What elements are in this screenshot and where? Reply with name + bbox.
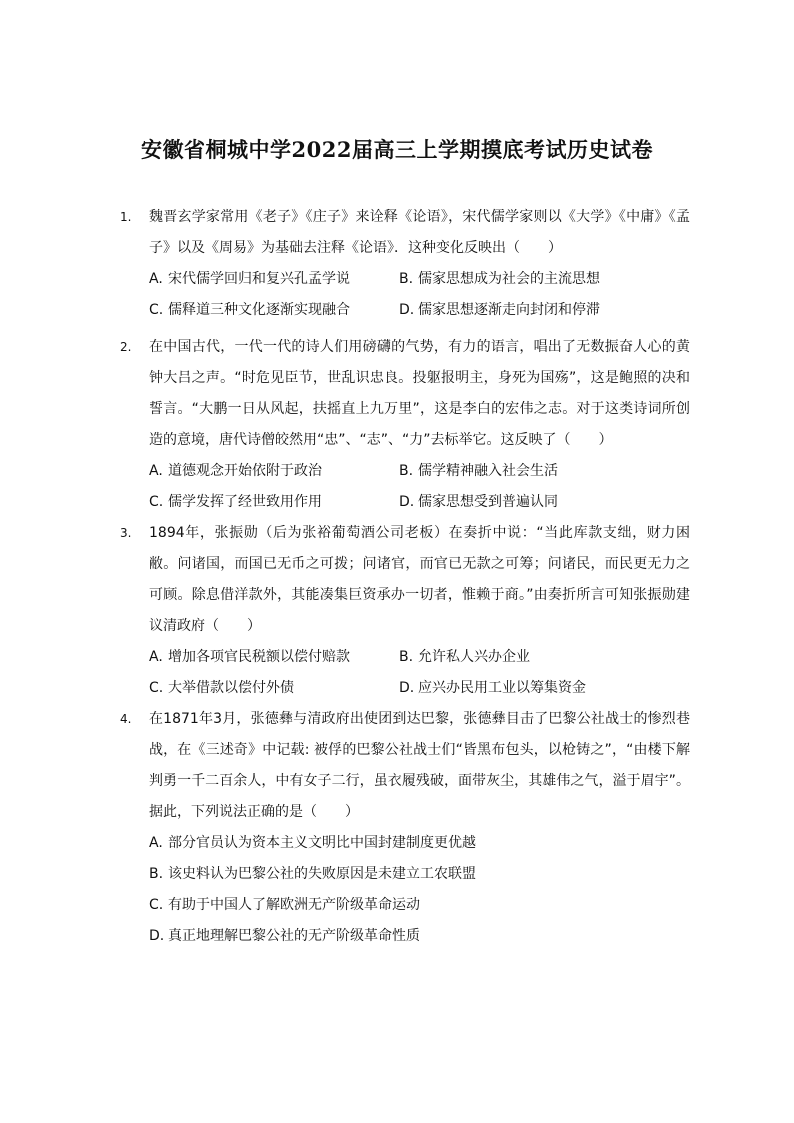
option-b	[399, 642, 689, 673]
option-text: 儒释道三种文化逐渐实现融合	[168, 302, 350, 318]
option-c	[149, 890, 690, 921]
question-2	[120, 332, 690, 518]
option-letter: B.	[399, 649, 414, 665]
option-text: 应兴办民用工业以筹集资金	[418, 680, 586, 696]
option-d	[149, 921, 690, 952]
option-text: 道德观念开始依附于政治	[168, 463, 322, 479]
option-b	[399, 264, 689, 295]
question-number: 4.	[120, 712, 132, 726]
option-letter: C.	[149, 680, 164, 696]
option-letter: C.	[149, 302, 164, 318]
option-text: 部分官员认为资本主义文明比中国封建制度更优越	[168, 835, 476, 851]
option-text: 儒家思想成为社会的主流思想	[418, 271, 600, 287]
question-stem: 在1871年3月，张德彝与清政府出使团到达巴黎，张德彝目击了巴黎公社战士的惨烈巷战，在《三述奇》中记载: 被俘的巴黎公社战士们“皆黑布包头，以枪铸之”，“由楼下解判勇一千二百余人，中有女子二行，虽衣履残破，面带灰尘，其雄伟之气，溢于眉宇”。据此，下列说法正确的是（ ）	[149, 711, 690, 820]
option-text: 儒学发挥了经世致用作用	[168, 494, 322, 510]
option-text: 增加各项官民税额以偿付赔款	[168, 649, 350, 665]
option-text: 有助于中国人了解欧洲无产阶级革命运动	[168, 897, 420, 913]
question-number: 3.	[120, 526, 132, 540]
option-list	[149, 264, 690, 326]
option-letter: C.	[149, 897, 164, 913]
page-title: 安徽省桐城中学2022届高三上学期摸底考试历史试卷	[141, 137, 653, 162]
option-c	[149, 487, 399, 518]
option-letter: D.	[149, 928, 165, 944]
question-stem: 1894年，张振勋（后为张裕葡萄酒公司老板）在奏折中说：“当此库款支绌，财力困敝。问诸国，而国已无币之可拨；问诸官，而官已无款之可筹；问诸民，而民更无力之可顾。除息借洋款外，其能凑集巨资承办一切者，惟赖于商。”由奏折所言可知张振勋建议清政府（ ）	[149, 525, 690, 634]
option-letter: D.	[399, 302, 415, 318]
option-letter: B.	[149, 866, 164, 882]
option-text: 允许私人兴办企业	[418, 649, 530, 665]
option-text: 儒学精神融入社会生活	[418, 463, 558, 479]
option-list	[149, 642, 690, 704]
question-stem: 魏晋玄学家常用《老子》《庄子》来诠释《论语》，宋代儒学家则以《大学》《中庸》《孟子》以及《周易》为基础去注释《论语》．这种变化反映出（ ）	[149, 209, 690, 256]
question-4	[120, 704, 690, 952]
option-d	[399, 673, 689, 704]
option-text: 儒家思想受到普遍认同	[418, 494, 558, 510]
option-letter: C.	[149, 494, 164, 510]
option-text: 该史料认为巴黎公社的失败原因是未建立工农联盟	[168, 866, 476, 882]
option-letter: A.	[149, 835, 163, 851]
option-c	[149, 673, 399, 704]
question-3	[120, 518, 690, 704]
option-b	[149, 859, 690, 890]
option-letter: B.	[399, 271, 414, 287]
option-letter: D.	[399, 680, 415, 696]
option-list	[149, 828, 690, 952]
option-c	[149, 295, 399, 326]
question-number: 1.	[120, 210, 132, 224]
option-letter: A.	[149, 271, 163, 287]
option-letter: D.	[399, 494, 415, 510]
option-letter: A.	[149, 649, 163, 665]
question-stem: 在中国古代，一代一代的诗人们用磅礴的气势，有力的语言，唱出了无数振奋人心的黄钟大吕之声。“时危见臣节，世乱识忠良。投躯报明主，身死为国殇”，这是鲍照的决和誓言。“大鹏一日从风起，扶摇直上九万里”，这是李白的宏伟之志。对于这类诗词所创造的意境，唐代诗僧皎然用“忠”、“志”、“力”去标举它。这反映了（ ）	[149, 339, 690, 448]
question-list	[120, 202, 690, 952]
option-text: 宋代儒学回归和复兴孔孟学说	[168, 271, 350, 287]
option-b	[399, 456, 689, 487]
question-number: 2.	[120, 340, 132, 354]
option-a	[149, 642, 399, 673]
option-a	[149, 828, 690, 859]
option-text: 真正地理解巴黎公社的无产阶级革命性质	[168, 928, 420, 944]
option-d	[399, 295, 689, 326]
option-d	[399, 487, 689, 518]
option-list	[149, 456, 690, 518]
option-a	[149, 456, 399, 487]
option-a	[149, 264, 399, 295]
option-text: 儒家思想逐渐走向封闭和停滞	[418, 302, 600, 318]
option-letter: B.	[399, 463, 414, 479]
option-text: 大举借款以偿付外债	[168, 680, 294, 696]
option-letter: A.	[149, 463, 163, 479]
question-1	[120, 202, 690, 332]
